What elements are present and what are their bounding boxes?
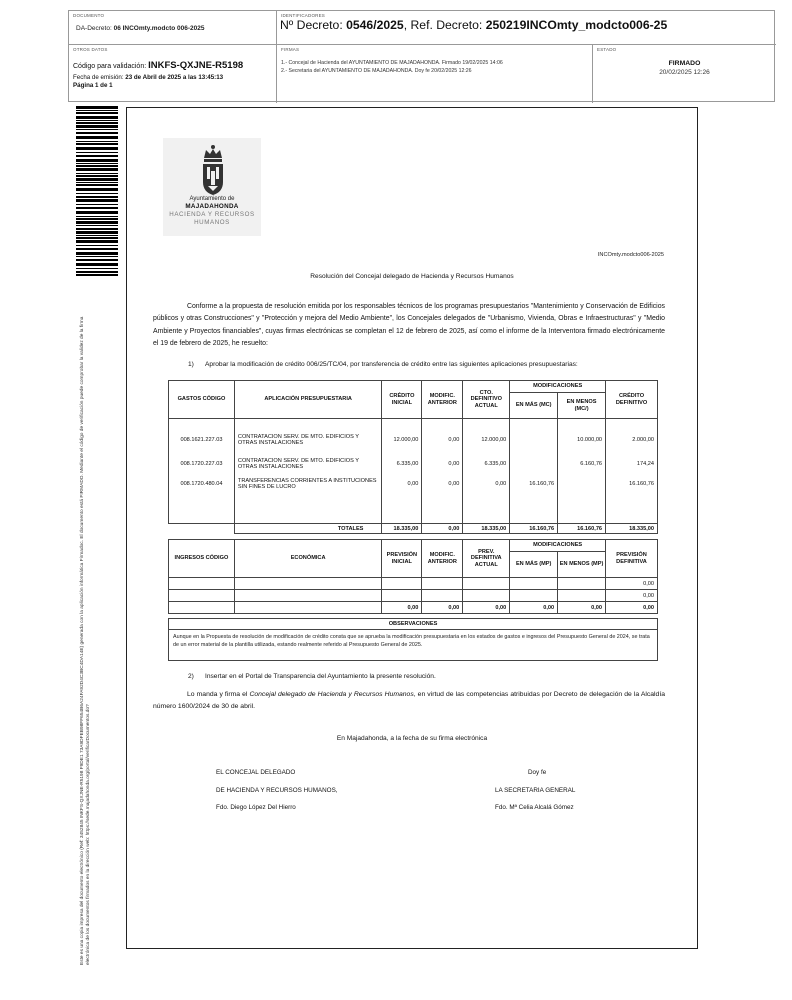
decreto-number: 0546/2025 xyxy=(346,18,404,32)
col-ingresos-codigo: INGRESOS CÓDIGO xyxy=(169,540,235,578)
row-actual: 0,00 xyxy=(463,476,510,492)
ayuntamiento-logo xyxy=(163,138,261,236)
total-menos: 0,00 xyxy=(558,602,606,614)
signature-right-1: Doy fe xyxy=(528,769,547,776)
row-menos xyxy=(558,476,606,492)
total-actual: 18.335,00 xyxy=(463,524,510,534)
table-row xyxy=(169,476,658,492)
row-inicial: 6.335,00 xyxy=(382,452,422,476)
row-actual: 12.000,00 xyxy=(463,428,510,452)
col-en-menos: EN MENOS (MP) xyxy=(558,552,606,578)
row-definitivo: 174,24 xyxy=(606,452,658,476)
fecha-value: 23 de Abril de 2025 a las 13:45:13 xyxy=(125,74,224,81)
closing-paragraph xyxy=(153,689,665,712)
col-prevision-inicial: PREVISIÓN INICIAL xyxy=(382,540,422,578)
item-1 xyxy=(188,361,578,368)
logo-line-1: Ayuntamiento de xyxy=(189,196,235,202)
col-credito-definitivo: CRÉDITO DEFINITIVO xyxy=(606,381,658,419)
row-aplicacion: CONTRATACION SERV. DE MTO. EDIFICIOS Y OTRAS INSTALACIONES xyxy=(234,452,382,476)
resolution-title: Resolución del Concejal delegado de Hacienda y Recursos Humanos xyxy=(310,273,514,280)
row-aplicacion: TRANSFERENCIAS CORRIENTES A INSTITUCIONES SIN FINES DE LUCRO xyxy=(234,476,382,492)
totales-label: TOTALES xyxy=(234,524,382,534)
documento-cell xyxy=(69,11,277,45)
item-1-text: Aprobar la modificación de crédito 006/25/TC/04, por transferencia de crédito entre las siguientes aplicaciones presupuestarias: xyxy=(205,361,578,368)
place-date-line: En Majadahonda, a la fecha de su firma electrónica xyxy=(336,735,488,742)
col-prev-definitiva: PREV. DEFINITIVA ACTUAL xyxy=(463,540,510,578)
totals-row xyxy=(169,602,658,614)
col-modificaciones: MODIFICACIONES xyxy=(510,540,606,552)
closing-post: , en virtud de las competencias atribuidas por Decreto de delegación de la Alcaldía número 1600/2024 de 30 de abril. xyxy=(153,691,665,710)
row-anterior: 0,00 xyxy=(422,476,463,492)
coat-of-arms-icon xyxy=(200,144,226,196)
total-menos: 16.160,76 xyxy=(558,524,606,534)
table-row xyxy=(169,578,658,590)
row-definitiva: 0,00 xyxy=(606,578,658,590)
documento-value: 06 INCOmty.modcto 006-2025 xyxy=(113,25,205,32)
page-number: Página 1 de 1 xyxy=(73,82,113,89)
col-cto-definitivo: CTO. DEFINITIVO ACTUAL xyxy=(463,381,510,419)
signature-right-2: LA SECRETARIA GENERAL xyxy=(495,787,576,794)
total-inicial: 0,00 xyxy=(382,602,422,614)
closing-italic: Concejal delegado de Hacienda y Recursos Humanos xyxy=(249,691,414,698)
barcode-icon xyxy=(76,106,118,276)
firma-2: 2.- Secretaria del AYUNTAMIENTO DE MAJADAHONDA. Doy fe 20/02/2025 12:26 xyxy=(281,68,472,74)
col-credito-inicial: CRÉDITO INICIAL xyxy=(382,381,422,419)
col-modific-anterior: MODIFIC. ANTERIOR xyxy=(422,540,463,578)
closing-pre: Lo manda y firma el xyxy=(187,691,250,698)
signature-left-2: DE HACIENDA Y RECURSOS HUMANOS, xyxy=(216,787,338,794)
document-header xyxy=(68,10,775,102)
col-modificaciones: MODIFICACIONES xyxy=(510,381,606,393)
identificadores-label: IDENTIFICADORES xyxy=(281,13,326,18)
ingresos-table xyxy=(168,539,658,614)
logo-line-3: HACIENDA Y RECURSOS xyxy=(169,211,255,218)
row-inicial: 0,00 xyxy=(382,476,422,492)
col-gastos-codigo: GASTOS CÓDIGO xyxy=(169,381,235,419)
row-aplicacion: CONTRATACION SERV. DE MTO. EDIFICIOS Y OTRAS INSTALACIONES xyxy=(234,428,382,452)
row-menos: 6.160,76 xyxy=(558,452,606,476)
row-codigo: 008.1621.227.03 xyxy=(169,428,235,452)
estado-cell xyxy=(593,45,776,103)
row-mas xyxy=(510,428,558,452)
total-inicial: 18.335,00 xyxy=(382,524,422,534)
firmas-label: FIRMAS xyxy=(281,47,300,52)
fecha-label: Fecha de emisión: xyxy=(73,74,124,81)
col-economica: ECONÓMICA xyxy=(234,540,382,578)
identificadores-cell xyxy=(277,11,776,45)
col-en-menos: EN MENOS (MC/) xyxy=(558,393,606,419)
gastos-table xyxy=(168,380,658,534)
total-actual: 0,00 xyxy=(463,602,510,614)
observaciones-text: Aunque en la Propuesta de resolución de modificación de crédito consta que se aprueba la modificación presupuestaria en los estados de gastos e ingresos del Presupuesto General de 2024, se trata de un error material de la plantilla utilizada, estando realmente referido al Presupuesto General de 2025. xyxy=(173,634,650,649)
table-row xyxy=(169,590,658,602)
total-mas: 16.160,76 xyxy=(510,524,558,534)
firma-1: 1.- Concejal de Hacienda del AYUNTAMIENTO DE MAJADAHONDA. Firmado 19/02/2025 14:06 xyxy=(281,60,503,66)
ref-prefix: , Ref. Decreto: xyxy=(403,18,483,32)
ref-value: 250219INCOmty_modcto006-25 xyxy=(485,18,668,32)
row-definitivo: 16.160,76 xyxy=(606,476,658,492)
verification-side-text: Este es una copia impresa del documento electrónico (Ref: 3452845 INKFS-QXJNE-R5198 F9DE1 73A9DFEB98FF654B6A24FA92D4C3BC4DA14E) generada con la aplicación informática Firmadoc. El documento está FIRMADO. Mediante el código de verificación puede comprobar la validez de la firma electrónica de los documentos firmados en la dirección web: https://sede.majadahonda.org/portal/verificarDocumentos.do? xyxy=(80,316,92,965)
validation-code[interactable]: INKFS-QXJNE-R5198 xyxy=(148,60,244,71)
table-row xyxy=(169,428,658,452)
col-modific-anterior: MODIFIC. ANTERIOR xyxy=(422,381,463,419)
firmas-cell xyxy=(277,45,593,103)
row-codigo: 008.1720.227.03 xyxy=(169,452,235,476)
item-2-text: Insertar en el Portal de Transparencia del Ayuntamiento la presente resolución. xyxy=(205,673,436,680)
row-actual: 6.335,00 xyxy=(463,452,510,476)
signature-left-3: Fdo. Diego López Del Hierro xyxy=(216,804,296,811)
col-aplicacion: APLICACIÓN PRESUPUESTARIA xyxy=(234,381,382,419)
logo-line-4: HUMANOS xyxy=(194,219,230,226)
row-anterior: 0,00 xyxy=(422,452,463,476)
estado-date: 20/02/2025 12:26 xyxy=(659,69,710,76)
observaciones-title: OBSERVACIONES xyxy=(169,619,657,630)
item-2 xyxy=(188,673,436,680)
decreto-prefix: Nº Decreto: xyxy=(280,18,343,32)
signature-left-1: EL CONCEJAL DELEGADO xyxy=(216,769,296,776)
signature-right-3: Fdo. Mª Celia Alcalá Gómez xyxy=(495,804,574,811)
col-prevision-definitiva: PREVISIÓN DEFINITIVA xyxy=(606,540,658,578)
row-mas: 16.160,76 xyxy=(510,476,558,492)
row-definitiva: 0,00 xyxy=(606,590,658,602)
row-anterior: 0,00 xyxy=(422,428,463,452)
total-definitiva: 0,00 xyxy=(606,602,658,614)
col-en-mas: EN MÁS (MP) xyxy=(510,552,558,578)
estado-label: ESTADO xyxy=(597,47,617,52)
row-mas xyxy=(510,452,558,476)
documento-prefix: DA-Decreto: xyxy=(76,25,112,32)
item-1-number: 1) xyxy=(188,361,194,368)
total-anterior: 0,00 xyxy=(422,524,463,534)
total-anterior: 0,00 xyxy=(422,602,463,614)
otros-datos-label: OTROS DATOS xyxy=(73,47,108,52)
table-row xyxy=(169,452,658,476)
row-inicial: 12.000,00 xyxy=(382,428,422,452)
totals-row xyxy=(169,524,658,534)
row-menos: 10.000,00 xyxy=(558,428,606,452)
documento-label: DOCUMENTO xyxy=(73,13,105,18)
total-definitivo: 18.335,00 xyxy=(606,524,658,534)
estado-value: FIRMADO xyxy=(668,60,701,67)
row-definitivo: 2.000,00 xyxy=(606,428,658,452)
observaciones-box xyxy=(168,618,658,661)
total-mas: 0,00 xyxy=(510,602,558,614)
doc-reference: INCOmty.modcto006-2025 xyxy=(597,252,664,258)
otros-datos-cell xyxy=(69,45,277,103)
col-en-mas: EN MÁS (MC) xyxy=(510,393,558,419)
row-codigo: 008.1720.480.04 xyxy=(169,476,235,492)
item-2-number: 2) xyxy=(188,673,194,680)
logo-line-2: MAJADAHONDA xyxy=(185,203,239,210)
intro-paragraph: Conforme a la propuesta de resolución emitida por los responsables técnicos de los programas presupuestarios "Mantenimiento y Conservación de Edificios públicos y otras Construcciones" y "Protección y mejora del Medio Ambiente", los Concejales delegados de "Urbanismo, Vivienda, Obras e Infraestructuras" y "Medio Ambiente y Proyectos financiables", cuyas firmas electrónicas se completan el 12 de febrero de 2025, así como el informe de la Interventora firmado electrónicamente el 19 de febrero de 2025, he resuelto: xyxy=(153,303,665,348)
codigo-label: Código para validación: xyxy=(73,63,147,70)
